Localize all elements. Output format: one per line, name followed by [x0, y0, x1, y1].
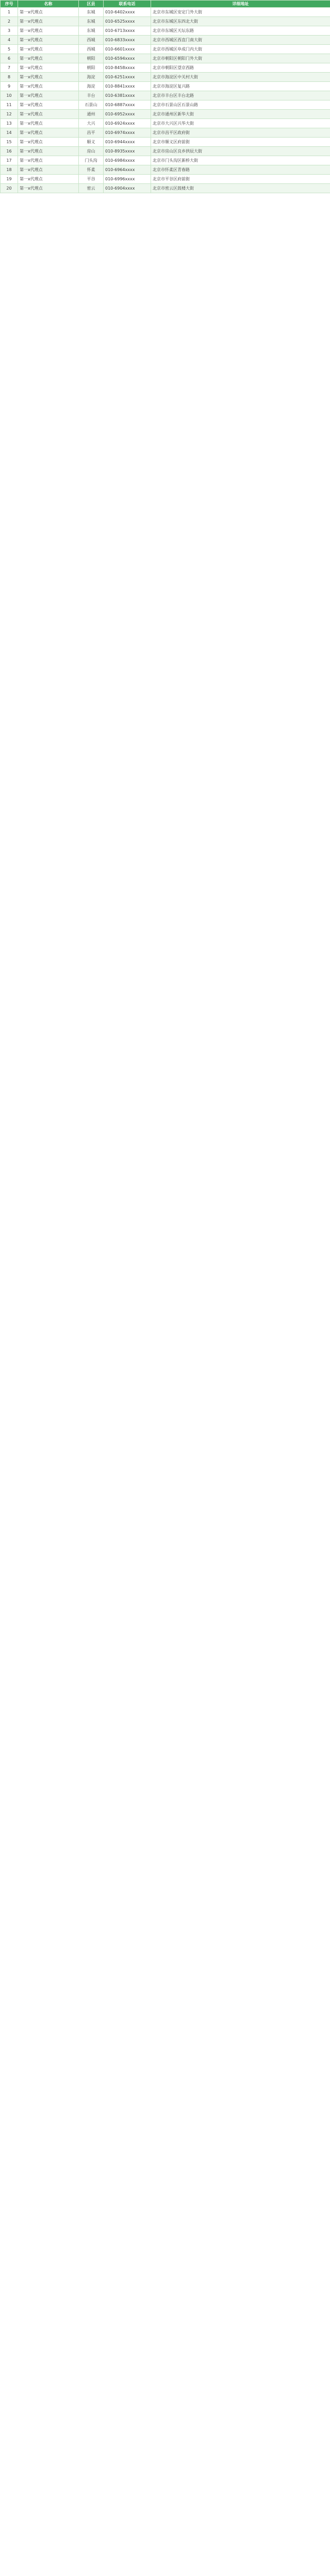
cell-no: 15: [1, 138, 18, 147]
cell-phone: 010-6974xxxx: [104, 128, 151, 138]
cell-phone: 010-6601xxxx: [104, 45, 151, 54]
cell-phone: 010-6944xxxx: [104, 138, 151, 147]
cell-district: 房山: [79, 147, 104, 156]
cell-phone: 010-6887xxxx: [104, 100, 151, 110]
header-row: [1, 1, 330, 8]
cell-no: 8: [1, 73, 18, 82]
cell-district: 通州: [79, 110, 104, 119]
cell-name: 第一x代理点: [18, 91, 79, 100]
cell-name: 第一x代理点: [18, 138, 79, 147]
cell-no: 16: [1, 147, 18, 156]
cell-name: 第一x代理点: [18, 175, 79, 184]
cell-no: 17: [1, 156, 18, 165]
cell-no: 7: [1, 63, 18, 73]
cell-name: 第一x代理点: [18, 147, 79, 156]
cell-name: 第一x代理点: [18, 119, 79, 128]
cell-name: 第一x代理点: [18, 45, 79, 54]
cell-district: 丰台: [79, 91, 104, 100]
table-row: [1, 26, 330, 36]
table-row: [1, 165, 330, 175]
table-row: [1, 184, 330, 193]
table-row: [1, 91, 330, 100]
cell-address: 北京市通州区新华大街: [151, 110, 330, 119]
cell-address: 北京市东城区东四北大街: [151, 17, 330, 26]
cell-district: 朝阳: [79, 63, 104, 73]
table-body: [1, 8, 330, 193]
cell-no: 2: [1, 17, 18, 26]
cell-name: 第一x代理点: [18, 128, 79, 138]
cell-no: 11: [1, 100, 18, 110]
table-row: [1, 82, 330, 91]
cell-district: 西城: [79, 45, 104, 54]
cell-district: 平谷: [79, 175, 104, 184]
cell-address: 北京市西城区阜成门内大街: [151, 45, 330, 54]
cell-district: 大兴: [79, 119, 104, 128]
cell-no: 5: [1, 45, 18, 54]
cell-name: 第一x代理点: [18, 8, 79, 17]
header-district: 区县: [79, 1, 104, 8]
cell-name: 第一x代理点: [18, 36, 79, 45]
table-row: [1, 54, 330, 63]
cell-phone: 010-6833xxxx: [104, 36, 151, 45]
table-row: [1, 156, 330, 165]
table-row: [1, 63, 330, 73]
header-name: 名称: [18, 1, 79, 8]
cell-district: 东城: [79, 26, 104, 36]
cell-address: 北京市东城区天坛东路: [151, 26, 330, 36]
cell-no: 18: [1, 165, 18, 175]
cell-name: 第一x代理点: [18, 100, 79, 110]
cell-phone: 010-6594xxxx: [104, 54, 151, 63]
outlet-table: [0, 0, 330, 193]
cell-district: 密云: [79, 184, 104, 193]
cell-district: 顺义: [79, 138, 104, 147]
cell-phone: 010-6402xxxx: [104, 8, 151, 17]
cell-address: 北京市顺义区府前街: [151, 138, 330, 147]
cell-no: 19: [1, 175, 18, 184]
cell-address: 北京市昌平区政府街: [151, 128, 330, 138]
cell-no: 14: [1, 128, 18, 138]
cell-address: 北京市石景山区石景山路: [151, 100, 330, 110]
cell-phone: 010-6996xxxx: [104, 175, 151, 184]
cell-name: 第一x代理点: [18, 17, 79, 26]
cell-no: 4: [1, 36, 18, 45]
cell-no: 13: [1, 119, 18, 128]
cell-district: 昌平: [79, 128, 104, 138]
cell-address: 北京市海淀区复兴路: [151, 82, 330, 91]
cell-phone: 010-8935xxxx: [104, 147, 151, 156]
cell-no: 10: [1, 91, 18, 100]
cell-address: 北京市门头沟区新桥大街: [151, 156, 330, 165]
cell-name: 第一x代理点: [18, 26, 79, 36]
table-row: [1, 45, 330, 54]
cell-no: 12: [1, 110, 18, 119]
header-phone: 联系电话: [104, 1, 151, 8]
cell-name: 第一x代理点: [18, 110, 79, 119]
cell-name: 第一x代理点: [18, 54, 79, 63]
cell-district: 西城: [79, 36, 104, 45]
cell-address: 北京市朝阳区望京西路: [151, 63, 330, 73]
header-no: 序号: [1, 1, 18, 8]
cell-name: 第一x代理点: [18, 73, 79, 82]
cell-address: 北京市朝阳区朝阳门外大街: [151, 54, 330, 63]
table-row: [1, 119, 330, 128]
cell-address: 北京市房山区良乡拱辰大街: [151, 147, 330, 156]
table-row: [1, 100, 330, 110]
cell-phone: 010-6381xxxx: [104, 91, 151, 100]
table-row: [1, 8, 330, 17]
table-row: [1, 110, 330, 119]
cell-phone: 010-6984xxxx: [104, 156, 151, 165]
cell-no: 1: [1, 8, 18, 17]
table-row: [1, 175, 330, 184]
cell-name: 第一x代理点: [18, 82, 79, 91]
cell-district: 海淀: [79, 73, 104, 82]
cell-address: 北京市西城区西直门南大街: [151, 36, 330, 45]
cell-district: 东城: [79, 8, 104, 17]
cell-address: 北京市丰台区丰台北路: [151, 91, 330, 100]
cell-no: 3: [1, 26, 18, 36]
header-address: 详细地址: [151, 1, 330, 8]
table-row: [1, 36, 330, 45]
cell-district: 海淀: [79, 82, 104, 91]
table-row: [1, 147, 330, 156]
table-row: [1, 138, 330, 147]
cell-district: 东城: [79, 17, 104, 26]
cell-district: 石景山: [79, 100, 104, 110]
cell-district: 怀柔: [79, 165, 104, 175]
table-row: [1, 128, 330, 138]
cell-name: 第一x代理点: [18, 165, 79, 175]
cell-phone: 010-6525xxxx: [104, 17, 151, 26]
cell-name: 第一x代理点: [18, 184, 79, 193]
table-row: [1, 73, 330, 82]
cell-phone: 010-6952xxxx: [104, 110, 151, 119]
cell-phone: 010-6251xxxx: [104, 73, 151, 82]
cell-phone: 010-8841xxxx: [104, 82, 151, 91]
cell-phone: 010-6924xxxx: [104, 119, 151, 128]
cell-no: 9: [1, 82, 18, 91]
cell-phone: 010-6964xxxx: [104, 165, 151, 175]
cell-address: 北京市东城区安定门外大街: [151, 8, 330, 17]
cell-phone: 010-8458xxxx: [104, 63, 151, 73]
cell-district: 门头沟: [79, 156, 104, 165]
cell-district: 朝阳: [79, 54, 104, 63]
cell-name: 第一x代理点: [18, 156, 79, 165]
cell-name: 第一x代理点: [18, 63, 79, 73]
cell-no: 6: [1, 54, 18, 63]
table-header: [1, 1, 330, 8]
cell-address: 北京市平谷区府前街: [151, 175, 330, 184]
cell-phone: 010-6904xxxx: [104, 184, 151, 193]
cell-address: 北京市密云区鼓楼大街: [151, 184, 330, 193]
cell-phone: 010-6713xxxx: [104, 26, 151, 36]
cell-address: 北京市大兴区兴华大街: [151, 119, 330, 128]
table-row: [1, 17, 330, 26]
cell-address: 北京市怀柔区青春路: [151, 165, 330, 175]
cell-no: 20: [1, 184, 18, 193]
cell-address: 北京市海淀区中关村大街: [151, 73, 330, 82]
